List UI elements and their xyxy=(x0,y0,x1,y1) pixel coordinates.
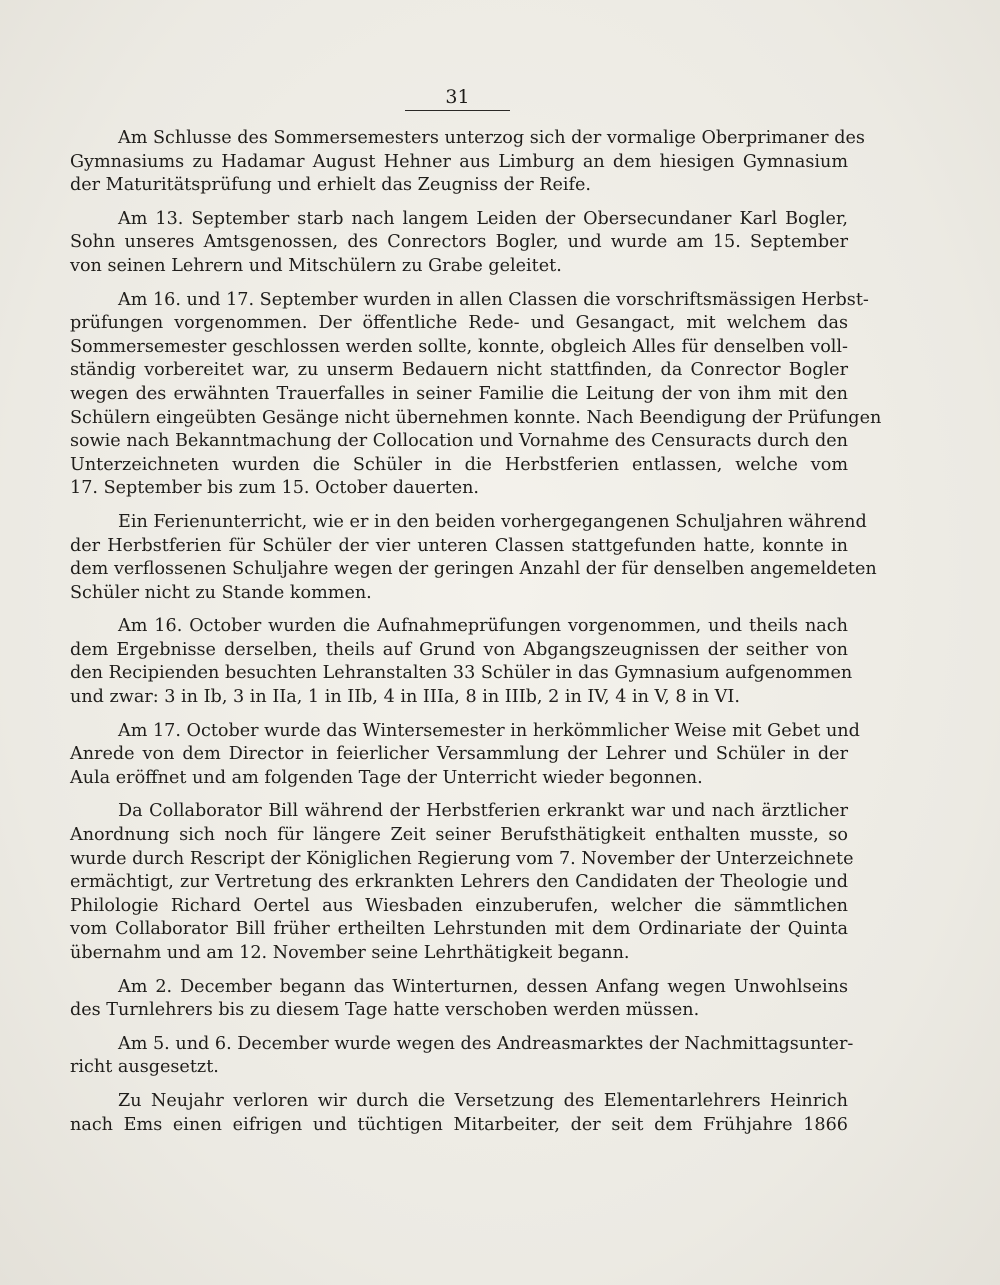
text-line: wurde durch Rescript der Königlichen Regierung vom 7. November der Unterzeichnete xyxy=(70,848,854,869)
text-line: Philologie Richard Oertel aus Wiesbaden einzuberufen, welcher die sämmtlichen xyxy=(70,895,848,916)
text-line: Ein Ferienunterricht, wie er in den beiden vorhergegangenen Schuljahren während xyxy=(118,511,867,532)
text-line: den Recipienden besuchten Lehranstalten 33 Schüler in das Gymnasium aufgenommen xyxy=(70,663,853,684)
text-line: vom Collaborator Bill früher ertheilten Lehrstunden mit dem Ordinariate der Quinta xyxy=(70,919,848,940)
text-line: Sommersemester geschlossen werden sollte, konnte, obgleich Alles für denselben voll- xyxy=(70,336,848,357)
text-line: nach Ems einen eifrigen und tüchtigen Mitarbeiter, der seit dem Frühjahre 1866 xyxy=(70,1114,848,1135)
text-line: Am Schlusse des Sommersemesters unterzog sich der vormalige Oberprimaner des xyxy=(118,128,865,148)
body-text xyxy=(70,127,882,1147)
text-line: der Herbstferien für Schüler der vier unteren Classen stattgefunden hatte, konnte in xyxy=(70,535,848,556)
text-line: 17. September bis zum 15. October dauerten. xyxy=(70,478,480,499)
paragraph xyxy=(70,720,860,791)
text-line: Am 13. September starb nach langem Leiden der Obersecundaner Karl Bogler, xyxy=(118,208,848,229)
text-line: der Maturitätsprüfung und erhielt das Zeugniss der Reife. xyxy=(70,175,592,196)
text-line: wegen des erwähnten Trauerfalles in seiner Familie die Leitung der von ihm mit den xyxy=(70,383,848,404)
text-line: ermächtigt, zur Vertretung des erkrankten Lehrers den Candidaten der Theologie und xyxy=(70,872,848,893)
text-line: Da Collaborator Bill während der Herbstferien erkrankt war und nach ärztlicher xyxy=(118,801,848,822)
text-line: sowie nach Bekanntmachung der Collocation und Vornahme des Censuracts durch den xyxy=(70,431,848,452)
text-line: übernahm und am 12. November seine Lehrthätigkeit begann. xyxy=(70,943,630,963)
text-line: Am 17. October wurde das Wintersemester in herkömmlicher Weise mit Gebet und xyxy=(118,720,860,741)
paragraph xyxy=(70,208,848,279)
text-line: prüfungen vorgenommen. Der öffentliche Rede- und Gesangact, mit welchem das xyxy=(70,313,848,334)
text-line: Schülern eingeübten Gesänge nicht übernehmen konnte. Nach Beendigung der Prüfungen xyxy=(70,407,882,428)
text-line: Am 2. December begann das Winterturnen, dessen Anfang wegen Unwohlseins xyxy=(118,976,848,997)
paragraph xyxy=(70,511,877,605)
text-line: von seinen Lehrern und Mitschülern zu Grabe geleitet. xyxy=(70,255,562,276)
paragraph xyxy=(70,127,865,198)
paragraph xyxy=(70,976,848,1023)
text-line: Am 16. October wurden die Aufnahmeprüfungen vorgenommen, und theils nach xyxy=(118,616,848,637)
paragraph xyxy=(70,1090,848,1137)
text-line: Am 5. und 6. December wurde wegen des Andreasmarktes der Nachmittagsunter- xyxy=(118,1033,854,1054)
text-line: Anordnung sich noch für längere Zeit seiner Berufsthätigkeit enthalten musste, so xyxy=(70,825,848,846)
paragraph xyxy=(70,1033,854,1080)
text-line: ständig vorbereitet war, zu unserm Bedauern nicht stattfinden, da Conrector Bogler xyxy=(70,360,848,381)
text-line: und zwar: 3 in Ib, 3 in IIa, 1 in IIb, 4 in IIIa, 8 in IIIb, 2 in IV, 4 in V, 8 in VI. xyxy=(70,687,740,708)
paragraph xyxy=(70,289,882,501)
paragraph xyxy=(70,800,854,965)
text-line: Zu Neujahr verloren wir durch die Versetzung des Elementarlehrers Heinrich xyxy=(118,1090,848,1111)
text-line: Sohn unseres Amtsgenossen, des Conrectors Bogler, und wurde am 15. September xyxy=(70,232,848,253)
text-line: Am 16. und 17. September wurden in allen Classen die vorschriftsmässigen Herbst- xyxy=(118,289,869,310)
page-number: 31 xyxy=(405,86,510,111)
paragraph xyxy=(70,615,853,709)
text-line: Unterzeichneten wurden die Schüler in die Herbstferien entlassen, welche vom xyxy=(70,454,848,475)
text-line: Schüler nicht zu Stande kommen. xyxy=(70,582,372,603)
text-line: Aula eröffnet und am folgenden Tage der Unterricht wieder begonnen. xyxy=(70,767,703,788)
text-line: Gymnasiums zu Hadamar August Hehner aus Limburg an dem hiesigen Gymnasium xyxy=(70,151,848,172)
text-line: dem Ergebnisse derselben, theils auf Grund von Abgangszeugnissen der seither von xyxy=(70,639,848,660)
text-line: richt ausgesetzt. xyxy=(70,1057,219,1078)
text-line: des Turnlehrers bis zu diesem Tage hatte verschoben werden müssen. xyxy=(70,1000,700,1021)
text-line: dem verflossenen Schuljahre wegen der geringen Anzahl der für denselben angemeldeten xyxy=(70,559,877,580)
text-line: Anrede von dem Director in feierlicher Versammlung der Lehrer und Schüler in der xyxy=(70,744,848,765)
